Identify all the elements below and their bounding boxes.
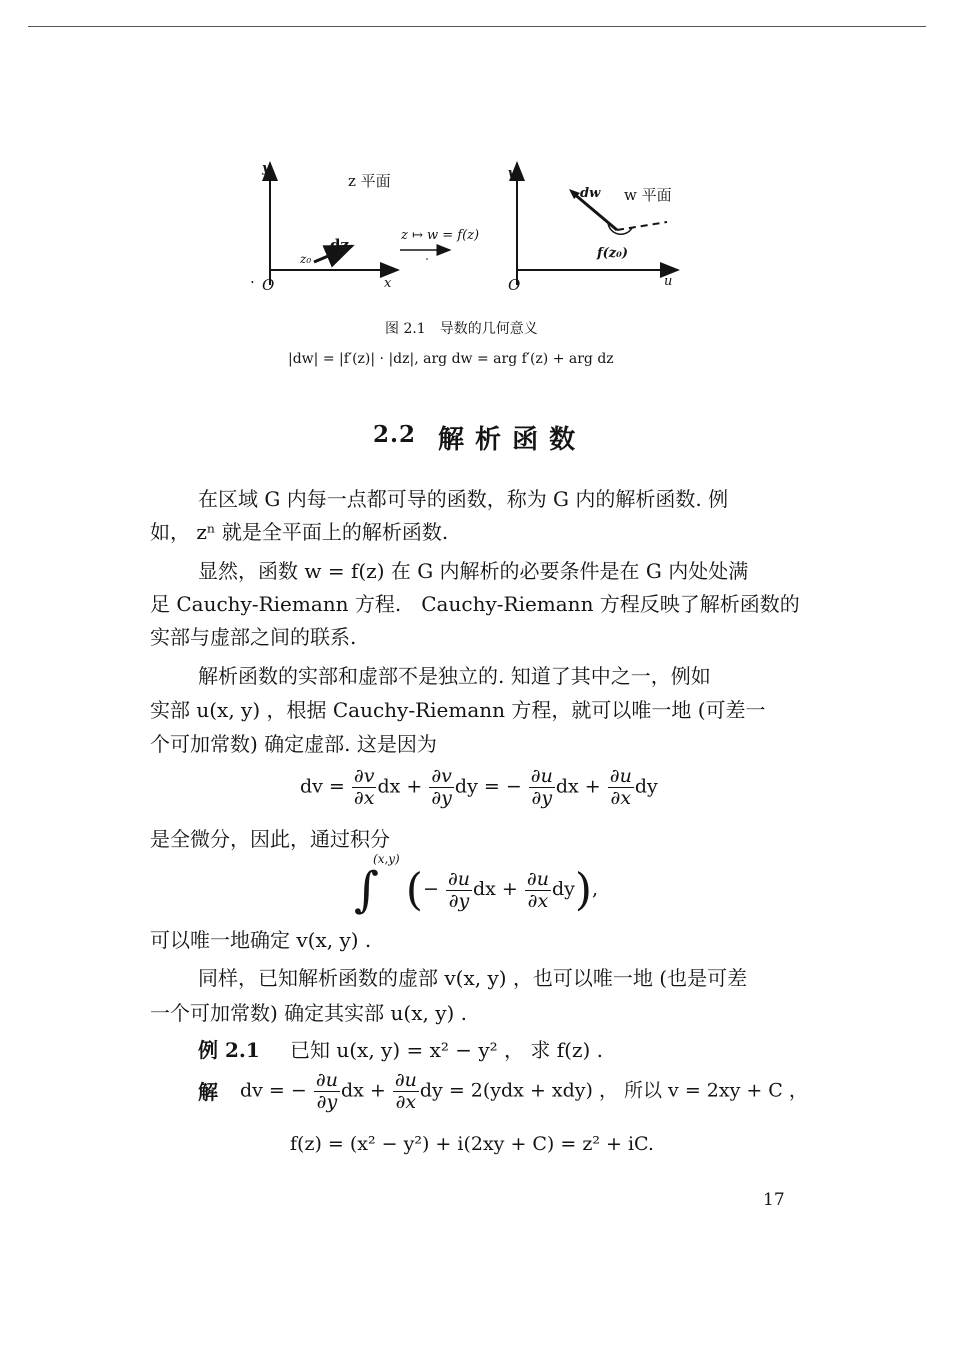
z0-label: z₀ [300, 252, 312, 266]
solution-line-1: dv = − $\frac{\partial u}{\partial y}$ dx + $\frac{\partial u}{\partial x}$ dy = 2(ydx + xdy) ， 所以 v = 2xy + C ， [240, 1069, 808, 1113]
eq1-frac-1: $\frac{\partial v}{\partial x}$ [353, 765, 375, 809]
eq2-close-paren: ) [574, 864, 593, 916]
integral-upper-limit: (x,y) [373, 852, 400, 866]
equation-dv: dv = $\frac{\partial v}{\partial x}$ dx + $\frac{\partial v}{\partial y}$ dy = − $\frac{\partial u}{\partial y}$ dx + $\frac{\partial u}{\partial x}$ dy [300, 765, 658, 809]
figure-2-1 [0, 0, 953, 320]
paragraph-6-line-1: 同样，已知解析函数的虚部 v(x, y) ，也可以唯一地 (也是可差 [198, 966, 748, 990]
paragraph-2-line-1: 显然，函数 w = f(z) 在 G 内解析的必要条件是在 G 内处处满 [198, 559, 749, 583]
sol-frac-2: $\frac{\partial u}{\partial x}$ [394, 1069, 417, 1113]
section-title: 解 析 函 数 [438, 425, 577, 455]
dw-dashed-line [617, 222, 667, 230]
mapping-label: z ↦ w = f(z) [401, 228, 480, 243]
dz-label: dz [330, 236, 350, 254]
solution-line-2: f(z) = (x² − y²) + i(2xy + C) = z² + iC. [290, 1133, 654, 1155]
w-plane-label: w 平面 [624, 186, 672, 204]
w-plane-u-label: u [664, 274, 673, 289]
paragraph-1-line-2: 如， zⁿ 就是全平面上的解析函数. [150, 520, 449, 544]
eq1-frac-2: $\frac{\partial v}{\partial y}$ [431, 765, 452, 809]
eq1-lhs: dv = [300, 775, 345, 798]
paragraph-4-line-1: 是全微分，因此，通过积分 [150, 827, 390, 851]
z-plane-origin: O [262, 276, 275, 294]
eq1-frac-3: $\frac{\partial u}{\partial y}$ [530, 765, 553, 809]
integral-sign: ∫ [354, 862, 380, 918]
paragraph-6-line-2: 一个可加常数) 确定其实部 u(x, y) . [150, 1001, 468, 1025]
eq1-frac-4: $\frac{\partial u}{\partial x}$ [609, 765, 632, 809]
paragraph-2-line-2: 足 Cauchy-Riemann 方程. Cauchy-Riemann 方程反映了解析函数的 [150, 592, 800, 616]
eq2-frac-2: $\frac{\partial u}{\partial x}$ [526, 867, 549, 912]
solution-label: 解 [198, 1080, 218, 1104]
z-plane-label: z 平面 [348, 172, 391, 190]
paragraph-3-line-3: 个可加常数) 确定虚部. 这是因为 [150, 732, 437, 756]
z-plane-x-label: x [384, 276, 392, 291]
f-z0-label: f(z₀) [597, 246, 628, 261]
sol-frac-1: $\frac{\partial u}{\partial y}$ [315, 1069, 338, 1113]
figure-caption-formula: |dw| = |f′(z)| · |dz|, arg dw = arg f′(z) + arg dz [288, 351, 614, 367]
section-number: 2.2 [373, 421, 417, 448]
small-dot [426, 258, 428, 260]
page-number: 17 [763, 1190, 785, 1210]
paragraph-2-line-3: 实部与虚部之间的联系. [150, 625, 357, 649]
z-plane-dot: · [250, 273, 255, 291]
example-label: 例 2.1 [198, 1038, 260, 1062]
dw-label: dw [580, 186, 601, 201]
paragraph-1-line-1: 在区域 G 内每一点都可导的函数，称为 G 内的解析函数. 例 [198, 487, 729, 511]
paragraph-5-line-1: 可以唯一地确定 v(x, y) . [150, 928, 372, 952]
w-plane-v-label: v [508, 166, 516, 181]
eq2-open-paren: ( [405, 864, 423, 916]
figure-caption-title: 图 2.1 导数的几何意义 [385, 321, 538, 337]
w-plane-origin: O [508, 276, 521, 294]
paragraph-3-line-2: 实部 u(x, y) ，根据 Cauchy-Riemann 方程，就可以唯一地 (可差一 [150, 698, 766, 722]
z-plane-y-label: y [262, 161, 270, 176]
equation-integral: ∫$^{(x,y)}$ (− $\frac{\partial u}{\partial y}$ dx + $\frac{\partial u}{\partial x}$ dy), [354, 852, 599, 918]
example-text: 已知 u(x, y) = x² − y² ， 求 f(z) . [290, 1038, 604, 1062]
paragraph-3-line-1: 解析函数的实部和虚部不是独立的. 知道了其中之一，例如 [198, 664, 711, 688]
eq2-frac-1: $\frac{\partial u}{\partial y}$ [447, 867, 470, 912]
